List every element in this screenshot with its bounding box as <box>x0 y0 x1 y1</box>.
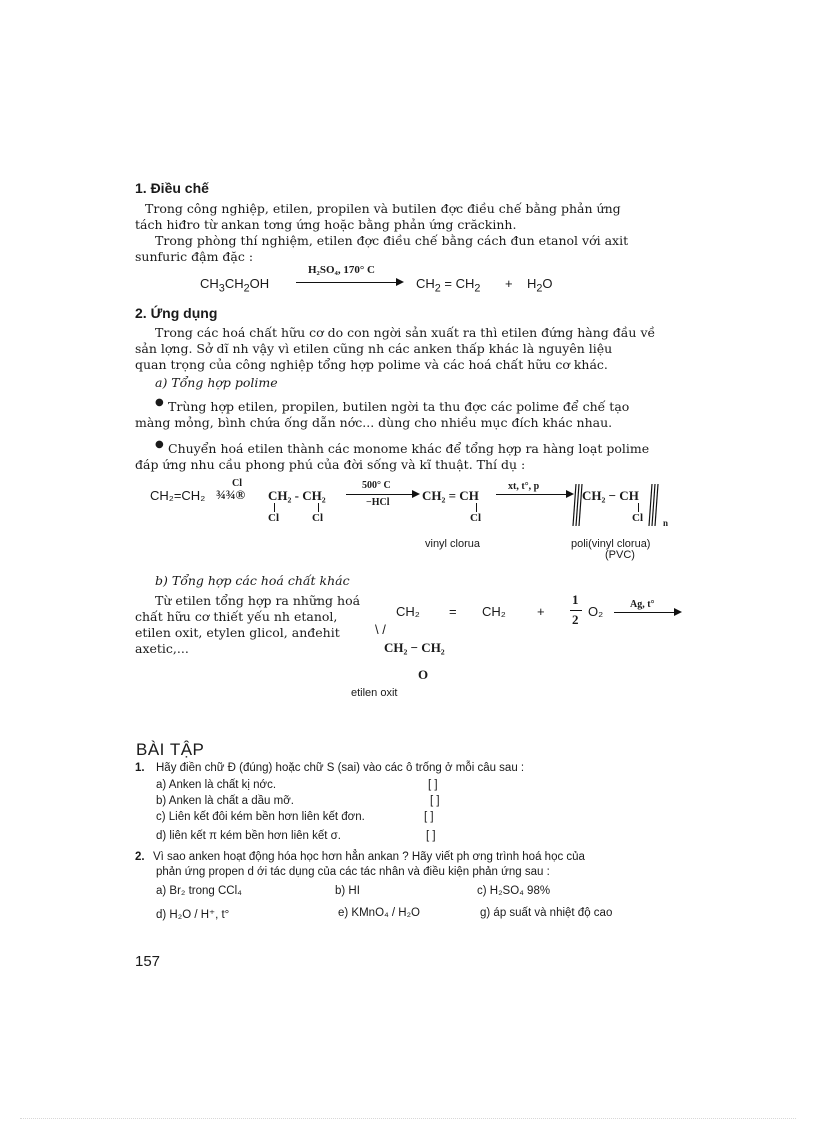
b-eq-slashes: \ / <box>375 622 386 637</box>
equation-plus: + <box>505 276 513 291</box>
scheme-poly: CH₂ − CH <box>582 488 639 503</box>
b-eq-o2: O₂ <box>588 604 604 619</box>
b-eq-equals: = <box>449 604 457 619</box>
statement-d: d) liên kết π kém bền hơn liên kết σ. <box>156 830 341 842</box>
answer-box-c[interactable]: [ ] <box>424 811 434 823</box>
scheme-cl-top: Cl <box>232 478 242 489</box>
label-pvc: poli(vinyl clorua) <box>571 538 651 550</box>
reaction-arrow <box>296 282 396 283</box>
page-number: 157 <box>135 953 161 970</box>
equation-product-water: $H_2O$ <box>527 276 553 295</box>
subheading-a: a) Tổng hợp polime <box>155 375 278 390</box>
arrow-head-icon <box>674 608 682 616</box>
bullet-icon: ● <box>155 397 164 408</box>
answer-box-d[interactable]: [ ] <box>426 830 436 842</box>
question-2-line1: Vì sao anken hoạt động hóa học hơn hẳn ankan ? Hãy viết ph ơng trình hoá học của <box>153 851 585 863</box>
option-c: c) H₂SO₄ 98% <box>477 885 551 897</box>
statement-b: b) Anken là chất a dầu mỡ. <box>156 795 294 807</box>
reaction-condition: H₂SO₄, 170° C <box>308 264 375 276</box>
question-number: 1. <box>135 762 145 774</box>
equation-product: $CH_2 = CH_2$ <box>416 276 481 295</box>
paragraph-line: tách hiđro từ ankan tơng ứng hoặc bằng phản ứng crăckinh. <box>135 217 517 232</box>
paragraph-line: quan trọng của công nghiệp tổng hợp polime và các hoá chất hữu cơ khác. <box>135 357 608 372</box>
label-pvc-abbr: (PVC) <box>605 549 635 561</box>
paragraph-line: sản lợng. Sở dĩ nh vậy vì etilen cũng nh các anken thấp khác là nguyên liệu <box>135 341 613 356</box>
paragraph-line: Trong công nghiệp, etilen, propilen và butilen đợc điều chế bằng phản ứng <box>145 201 621 216</box>
scheme-n: n <box>663 518 669 528</box>
b-eq-ch2a: CH₂ <box>396 604 420 619</box>
bond-line <box>318 503 319 512</box>
paragraph-line: Trong phòng thí nghiệm, etilen đợc điều chế bằng cách đun etanol với axit <box>155 233 629 248</box>
equation-reactant: $CH_3CH_2OH$ <box>200 276 270 295</box>
paragraph-line: Từ etilen tổng hợp ra những hoá <box>155 593 361 608</box>
reaction-arrow <box>346 494 412 495</box>
bullet-line: màng mỏng, bình chứa ống dẫn nớc... dùng cho nhiều mục đích khác nhau. <box>135 415 613 430</box>
bullet-line: Chuyển hoá etilen thành các monome khác để tổng hợp ra hàng loạt polime <box>168 441 650 456</box>
fraction-numerator: 1 <box>572 592 579 607</box>
b-eq-plus: + <box>537 604 545 619</box>
scheme-cond1-top: 500° C <box>362 480 391 491</box>
b-eq-condition: Ag, t° <box>630 599 655 610</box>
scheme-cond1-bottom: −HCl <box>366 497 390 508</box>
option-b: b) HI <box>335 885 360 897</box>
bond-line <box>476 503 477 512</box>
answer-box-b[interactable]: [ ] <box>430 795 440 807</box>
answer-box-a[interactable]: [ ] <box>428 779 438 791</box>
fraction-bar <box>570 610 582 611</box>
scheme-garbled-arrow: ¾¾® <box>216 487 246 502</box>
fraction-denominator: 2 <box>572 612 579 627</box>
subheading-b: b) Tổng hợp các hoá chất khác <box>155 573 350 588</box>
exercises-title: BÀI TẬP <box>136 740 205 759</box>
bond-line <box>638 503 639 512</box>
question-1-text: Hãy điền chữ Đ (đúng) hoặc chữ S (sai) vào các ô trống ở mỗi câu sau : <box>156 762 525 774</box>
b-eq-ch2b: CH₂ <box>482 604 506 619</box>
b-eq-oxygen: O <box>418 667 429 682</box>
scheme-cl1: Cl <box>268 512 279 524</box>
bullet-icon: ● <box>155 439 164 450</box>
paragraph-line: axetic,... <box>135 641 189 656</box>
section-heading-dieu-che: 1. Điều chế <box>135 180 209 196</box>
option-g: g) áp suất và nhiệt độ cao <box>480 907 613 919</box>
bracket-right-icon <box>648 482 662 528</box>
option-a: a) Br₂ trong CCl₄ <box>156 885 242 897</box>
b-eq-product: CH₂ − CH₂ <box>384 640 445 655</box>
bond-line <box>274 503 275 512</box>
paragraph-line: etilen oxit, etylen glicol, anđehit <box>135 625 340 640</box>
paragraph-line: Trong các hoá chất hữu cơ do con ngời sản xuất ra thì etilen đứng hàng đầu về <box>155 325 656 340</box>
arrow-head-icon <box>396 278 404 286</box>
scheme-cond2: xt, t°, p <box>508 481 540 492</box>
label-vinyl-clorua: vinyl clorua <box>425 538 481 550</box>
label-etilen-oxit: etilen oxit <box>351 687 398 699</box>
scheme-start: CH₂=CH₂ <box>150 488 206 503</box>
bullet-line: đáp ứng nhu cầu phong phú của đời sống và kĩ thuật. Thí dụ : <box>135 457 526 472</box>
statement-c: c) Liên kết đôi kém bền hơn liên kết đơn. <box>156 811 365 823</box>
scheme-cl4: Cl <box>632 512 643 524</box>
scheme-vinyl: CH₂ = CH <box>422 488 479 503</box>
statement-a: a) Anken là chất kị nớc. <box>156 779 277 791</box>
arrow-head-icon <box>412 490 420 498</box>
scheme-cl3: Cl <box>470 512 481 524</box>
paragraph-line: chất hữu cơ thiết yếu nh etanol, <box>135 609 338 624</box>
option-d: d) H₂O / H⁺, t° <box>156 909 230 921</box>
section-heading-ung-dung: 2. Ứng dụng <box>135 305 218 321</box>
option-e: e) KMnO₄ / H₂O <box>338 907 421 919</box>
paragraph-line: sunfuric đậm đặc : <box>135 249 254 264</box>
question-number: 2. <box>135 851 145 863</box>
scheme-chain1: CH₂ - CH₂ <box>268 488 326 503</box>
scheme-cl2: Cl <box>312 512 323 524</box>
question-2-line2: phản ứng propen d ới tác dụng của các tác nhân và điều kiện phản ứng sau : <box>156 866 550 878</box>
bullet-line: Trùng hợp etilen, propilen, butilen ngời ta thu đợc các polime để chế tạo <box>168 399 630 414</box>
page-bottom-divider <box>20 1118 796 1119</box>
reaction-arrow <box>614 612 674 613</box>
reaction-arrow <box>496 494 566 495</box>
